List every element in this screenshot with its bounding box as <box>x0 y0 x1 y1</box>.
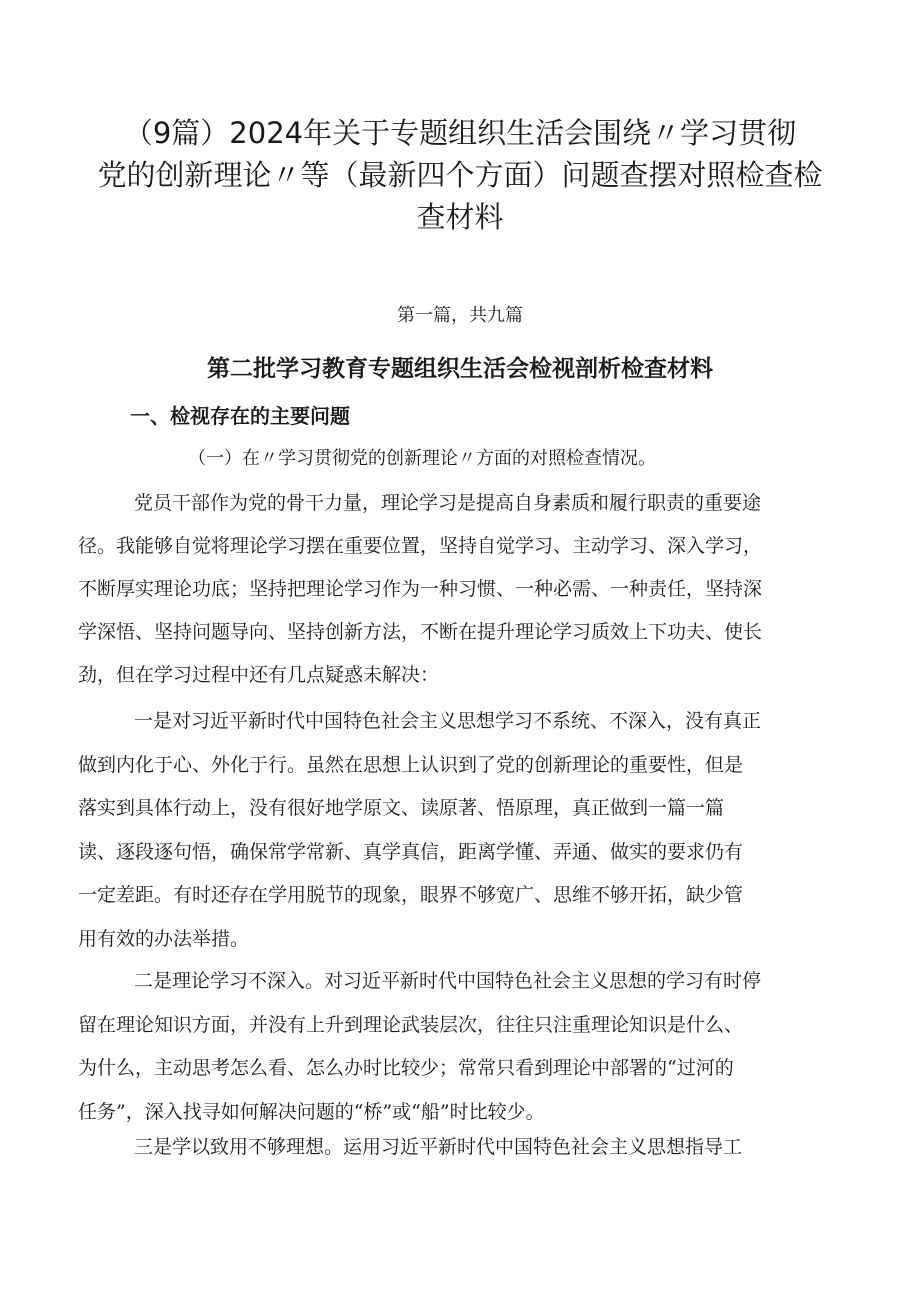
paragraph-line: 一是对习近平新时代中国特色社会主义思想学习不系统、不深入，没有真正 <box>134 710 762 732</box>
paragraph-line: 学深悟、坚持问题导向、坚持创新方法，不断在提升理论学习质效上下功夫、使长 <box>78 621 763 643</box>
paragraph <box>78 700 868 961</box>
paragraph-line: 做到内化于心、外化于行。虽然在思想上认识到了党的创新理论的重要性，但是 <box>78 753 744 776</box>
title-line: 查材料 <box>416 200 504 234</box>
paragraph-line: 任务”，深入找寻如何解决问题的“桥”或“船”时比较少。 <box>78 1100 545 1123</box>
paragraph-line: 落实到具体行动上，没有很好地学原文、读原著、悟原理，真正做到一篇一篇 <box>78 797 725 819</box>
section-title: 第二批学习教育专题组织生活会检视剖析检查材料 <box>207 356 713 382</box>
paragraph-line: 不断厚实理论功底；坚持把理论学习作为一种习惯、一种必需、一种责任，坚持深 <box>78 578 763 600</box>
paragraph-line: 留在理论知识方面，并没有上升到理论武装层次，往往只注重理论知识是什么、 <box>78 1013 744 1036</box>
title-line: （9篇）2024年关于专题组织生活会围绕〃学习贯彻 <box>123 116 797 150</box>
paragraph-line: 一定差距。有时还存在学用脱节的现象，眼界不够宽广、思维不够开拓，缺少管 <box>78 884 744 906</box>
sub-heading: （一）在〃学习贯彻党的创新理论〃方面的对照检查情况。 <box>188 448 656 469</box>
paragraph-line: 劲，但在学习过程中还有几点疑惑未解决： <box>78 664 440 686</box>
paragraph <box>78 1126 868 1170</box>
paragraph-line: 三是学以致用不够理想。运用习近平新时代中国特色社会主义思想指导工 <box>134 1136 743 1158</box>
paragraph <box>78 482 868 697</box>
paragraph <box>78 960 868 1134</box>
paragraph-line: 党员干部作为党的骨干力量，理论学习是提高自身素质和履行职责的重要途 <box>134 492 762 514</box>
heading-problems: 一、检视存在的主要问题 <box>130 404 350 428</box>
document-title <box>90 112 830 238</box>
part-label: 第一篇，共九篇 <box>397 305 523 326</box>
paragraph-line: 用有效的办法举措。 <box>78 927 250 950</box>
paragraph-line: 为什么，主动思考怎么看、怎么办时比较少；常常只看到理论中部署的“过河的 <box>78 1057 734 1079</box>
paragraph-line: 读、逐段逐句悟，确保常学常新、真学真信，距离学懂、弄通、做实的要求仍有 <box>78 840 744 863</box>
paragraph-line: 径。我能够自觉将理论学习摆在重要位置，坚持自觉学习、主动学习、深入学习， <box>78 535 763 557</box>
paragraph-line: 二是理论学习不深入。对习近平新时代中国特色社会主义思想的学习有时停 <box>134 970 762 992</box>
title-line: 党的创新理论〃等（最新四个方面）问题查摆对照检查检 <box>97 158 823 192</box>
